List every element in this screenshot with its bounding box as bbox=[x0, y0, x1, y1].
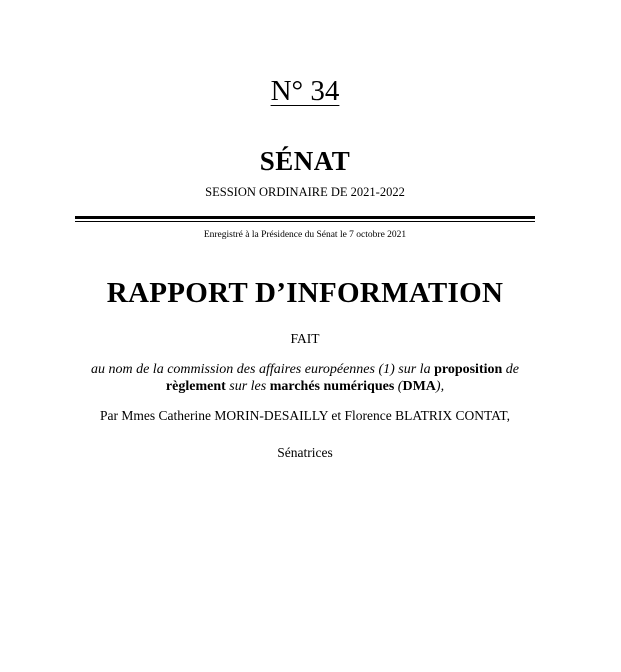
document-number-text: N° 34 bbox=[270, 75, 340, 107]
divider-thin bbox=[75, 221, 535, 222]
description-part-9: ), bbox=[435, 379, 445, 394]
divider-thick bbox=[75, 216, 535, 219]
session-line: SESSION ORDINAIRE DE 2021-2022 bbox=[205, 185, 405, 199]
authors-role: Sénatrices bbox=[277, 445, 333, 460]
document-number bbox=[0, 74, 610, 108]
description-part-5: sur les bbox=[225, 379, 270, 394]
description-part-3: de bbox=[502, 362, 520, 377]
description-part-8: DMA bbox=[402, 379, 436, 394]
description-part-4: règlement bbox=[165, 379, 226, 394]
description-part-6: marchés numériques bbox=[269, 379, 395, 394]
report-description bbox=[70, 361, 540, 395]
registration-date: Enregistré à la Présidence du Sénat le 7 octobre 2021 bbox=[203, 230, 407, 240]
description-part-7: ( bbox=[394, 379, 403, 394]
description-part-1: au nom de la commission des affaires européennes (1) sur la bbox=[90, 362, 435, 377]
made-label: FAIT bbox=[290, 331, 320, 346]
authors-line: Par Mmes Catherine MORIN-DESAILLY et Florence BLATRIX CONTAT, bbox=[100, 408, 510, 423]
institution-name: SÉNAT bbox=[259, 146, 351, 176]
description-part-2: proposition bbox=[434, 362, 503, 377]
report-title: RAPPORT D’INFORMATION bbox=[106, 277, 504, 309]
